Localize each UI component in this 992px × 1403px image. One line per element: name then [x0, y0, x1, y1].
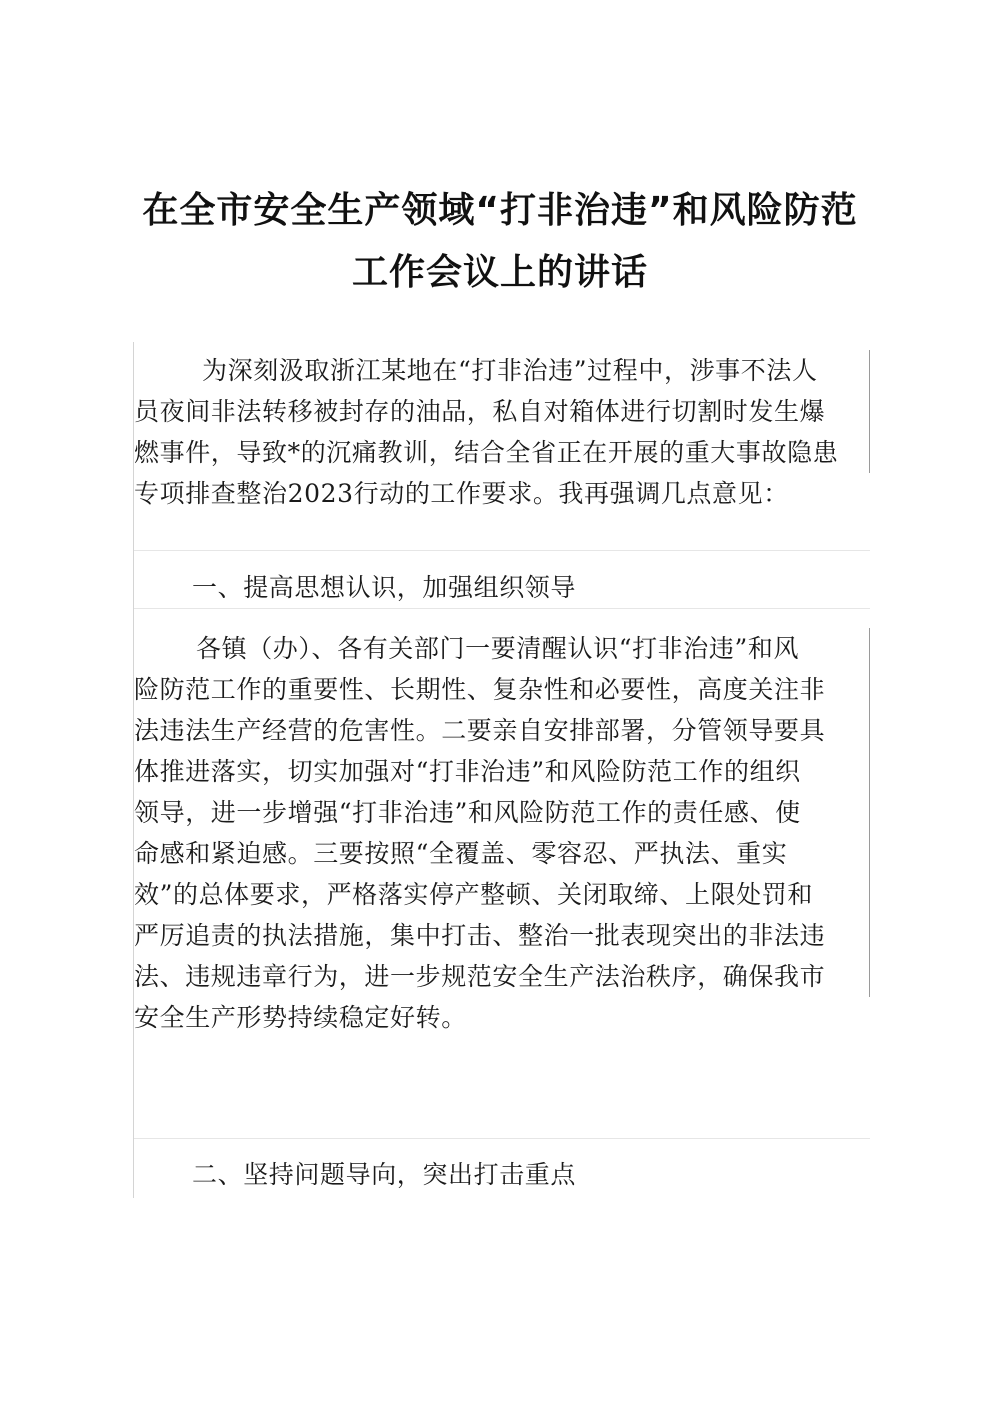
intro-paragraph [134, 350, 870, 514]
section-1-heading [134, 567, 870, 608]
section-1-line: 险防范工作的重要性、长期性、复杂性和必要性，高度关注非 [134, 669, 870, 710]
paragraph-divider [134, 550, 870, 551]
document-title-line-2: 工作会议上的讲话 [351, 252, 648, 293]
intro-line: 为深刻汲取浙江某地在“打非治违”过程中，涉事不法人 [134, 350, 870, 391]
paragraph-divider [134, 608, 870, 609]
section-1-line: 效”的总体要求，严格落实停产整顿、关闭取缔、上限处罚和 [134, 874, 870, 915]
section-1-line: 法、违规违章行为，进一步规范安全生产法治秩序，确保我市 [134, 956, 870, 997]
section-2-heading-text: 二、坚持问题导向，突出打击重点 [192, 1160, 577, 1189]
body-text-frame [133, 342, 872, 1198]
document-title [100, 180, 900, 304]
section-1-line: 体推进落实，切实加强对“打非治违”和风险防范工作的组织 [134, 751, 870, 792]
section-1-line: 各镇（办）、各有关部门一要清醒认识“打非治违”和风 [134, 628, 870, 669]
section-1-line: 法违法生产经营的危害性。二要亲自安排部署，分管领导要具 [134, 710, 870, 751]
section-1-line: 命感和紧迫感。三要按照“全覆盖、零容忍、严执法、重实 [134, 833, 870, 874]
intro-line: 燃事件，导致*的沉痛教训，结合全省正在开展的重大事故隐患 [134, 432, 870, 473]
intro-line: 专项排查整治2023行动的工作要求。我再强调几点意见： [134, 479, 789, 508]
section-2-heading [134, 1154, 870, 1195]
section-1-line: 安全生产形势持续稳定好转。 [134, 1003, 467, 1032]
intro-line: 员夜间非法转移被封存的油品，私自对箱体进行切割时发生爆 [134, 391, 870, 432]
paragraph-divider [134, 1138, 870, 1139]
section-1-line: 严厉追责的执法措施，集中打击、整治一批表现突出的非法违 [134, 915, 870, 956]
document-title-line-1: 在全市安全生产领域“打非治违”和风险防范 [142, 190, 858, 231]
section-1-line: 领导，进一步增强“打非治违”和风险防范工作的责任感、使 [134, 792, 870, 833]
section-1-heading-text: 一、提高思想认识，加强组织领导 [192, 573, 577, 602]
section-1-paragraph [134, 628, 870, 1038]
